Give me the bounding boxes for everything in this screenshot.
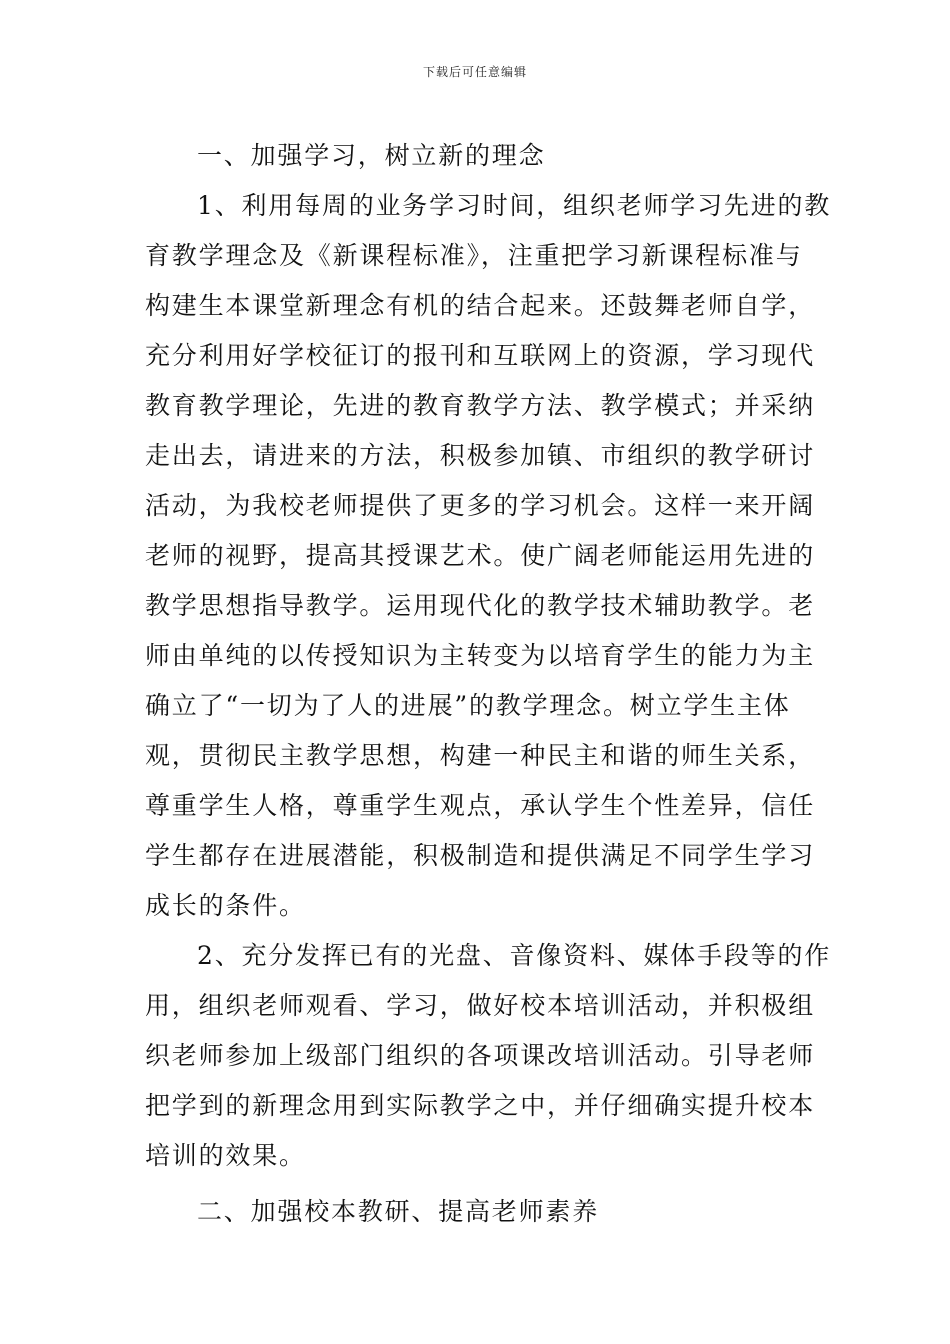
paragraph-1-line: 老师的视野，提高其授课艺术。使广阔老师能运用先进的 bbox=[145, 541, 816, 570]
paragraph-1-line: 活动，为我校老师提供了更多的学习机会。这样一来开阔 bbox=[145, 491, 816, 520]
paragraph-1-line: 教学思想指导教学。运用现代化的教学技术辅助教学。老 bbox=[145, 591, 816, 620]
paragraph-1-line: 1、利用每周的业务学习时间，组织老师学习先进的教 bbox=[197, 191, 832, 220]
paragraph-1-line: 尊重学生人格，尊重学生观点，承认学生个性差异，信任 bbox=[145, 791, 816, 820]
section-heading-2: 二、加强校本教研、提高老师素养 bbox=[197, 1197, 600, 1226]
paragraph-2-line: 把学到的新理念用到实际教学之中，并仔细确实提升校本 bbox=[145, 1091, 816, 1120]
paragraph-2-line: 用，组织老师观看、学习，做好校本培训活动，并积极组 bbox=[145, 991, 816, 1020]
paragraph-1-line: 教育教学理论，先进的教育教学方法、教学模式；并采纳 bbox=[145, 391, 816, 420]
section-heading-1: 一、加强学习，树立新的理念 bbox=[197, 141, 546, 170]
paragraph-1-line: 成长的条件。 bbox=[145, 891, 306, 920]
paragraph-1-line: 观，贯彻民主教学思想，构建一种民主和谐的师生关系， bbox=[145, 741, 816, 770]
document-body bbox=[145, 131, 832, 1237]
page-header: 下载后可任意编辑 bbox=[422, 65, 527, 79]
paragraph-1-line: 确立了“一切为了人的进展”的教学理念。树立学生主体 bbox=[145, 691, 791, 720]
paragraph-1-line: 育教学理念及《新课程标准》，注重把学习新课程标准与 bbox=[145, 241, 803, 270]
paragraph-1-line: 构建生本课堂新理念有机的结合起来。还鼓舞老师自学， bbox=[145, 291, 816, 320]
paragraph-1-line: 充分利用好学校征订的报刊和互联网上的资源，学习现代 bbox=[145, 341, 816, 370]
paragraph-1-line: 走出去，请进来的方法，积极参加镇、市组织的教学研讨 bbox=[145, 441, 816, 470]
paragraph-2-line: 2、充分发挥已有的光盘、音像资料、媒体手段等的作 bbox=[197, 941, 832, 970]
paragraph-1-line: 师由单纯的以传授知识为主转变为以培育学生的能力为主 bbox=[145, 641, 816, 670]
paragraph-2-line: 织老师参加上级部门组织的各项课改培训活动。引导老师 bbox=[145, 1041, 816, 1070]
paragraph-2-line: 培训的效果。 bbox=[145, 1141, 306, 1170]
paragraph-1-line: 学生都存在进展潜能，积极制造和提供满足不同学生学习 bbox=[145, 841, 816, 870]
